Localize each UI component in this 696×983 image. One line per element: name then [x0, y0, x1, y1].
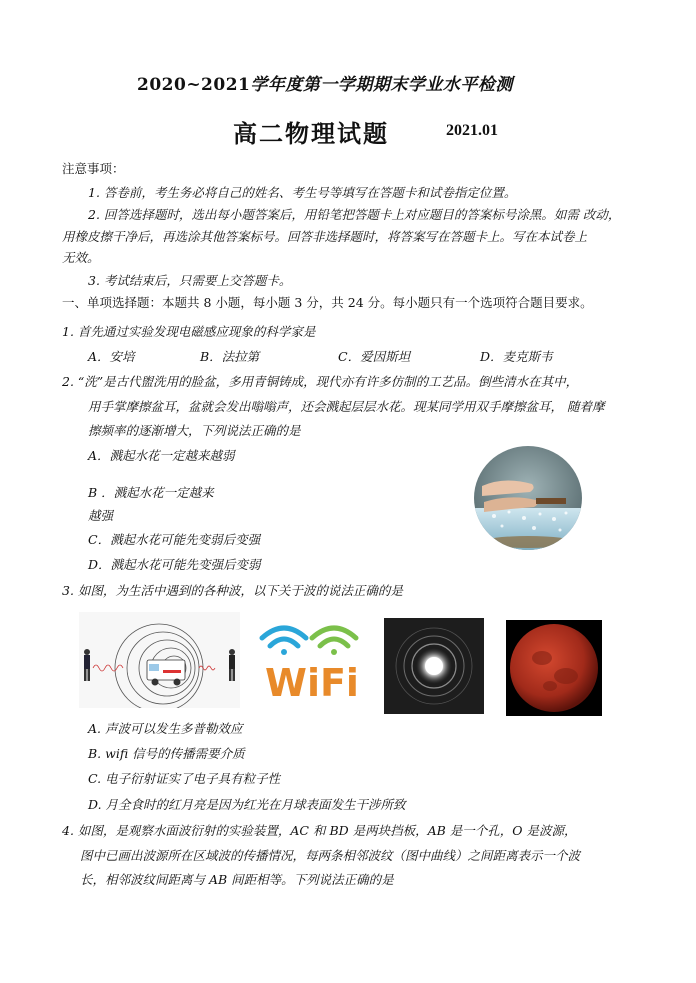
- title-year: 2020~2021: [137, 75, 251, 95]
- q1-option-b: B．法拉第: [200, 349, 260, 364]
- q1-stem: 1. 首先通过实验发现电磁感应现象的科学家是: [62, 324, 316, 339]
- q3-option-a: A. 声波可以发生多普勒效应: [88, 721, 243, 736]
- section-heading: 一、单项选择题：本题共 8 小题，每小题 3 分，共 24 分。每小题只有一个选项符合题目要求。: [62, 295, 593, 310]
- note-1: 1. 答卷前，考生务必将自己的姓名、考生号等填写在答题卡和试卷指定位置。: [88, 185, 517, 200]
- note-2a: 2. 回答选择题时，选出每小题答案后，用铅笔把答题卡上对应题目的答案标号涂黑。如需 改动，: [88, 207, 621, 222]
- doppler-image: [79, 612, 240, 708]
- q2-option-c: C．溅起水花可能先变弱后变强: [88, 532, 261, 547]
- note-2b: 用橡皮擦干净后，再选涂其他答案标号。回答非选择题时，将答案写在答题卡上。写在本试卷上: [62, 229, 588, 244]
- q2-option-b-2: 越强: [88, 508, 114, 523]
- basin-photo-svg: [474, 446, 582, 550]
- subject-title: 高二物理试题: [233, 119, 389, 148]
- q2-line-2: 用手掌摩擦盆耳，盆就会发出嗡嗡声，还会溅起层层水花。现某同学用双手摩擦盆耳， 随着摩: [88, 399, 605, 414]
- doppler-image-svg: [79, 612, 240, 708]
- note-2c: 无效。: [62, 250, 100, 265]
- q1-option-c: C．爱因斯坦: [338, 349, 411, 364]
- electron-diffraction-image: [384, 618, 484, 714]
- exam-title: [137, 70, 513, 95]
- red-moon-image: [506, 620, 602, 716]
- q1-option-a: A．安培: [88, 349, 135, 364]
- q2-option-d: D．溅起水花可能先变强后变弱: [88, 557, 261, 572]
- q4-line-1: 4. 如图，是观察水面波衍射的实验装置，AC 和 BD 是两块挡板，AB 是一个孔，O 是波源，: [62, 823, 577, 838]
- q2-line-3: 擦频率的逐渐增大，下列说法正确的是: [88, 423, 301, 438]
- q2-option-b-1: B ．溅起水花一定越来: [88, 485, 214, 500]
- q3-stem: 3. 如图，为生活中遇到的各种波，以下关于波的说法正确的是: [62, 583, 403, 598]
- q2-line-1: 2. “洗”是古代盥洗用的脸盆，多用青铜铸成，现代亦有许多仿制的工艺品。倒些清水在其中，: [62, 374, 579, 389]
- title-text: 学年度第一学期期末学业水平检测: [250, 75, 513, 95]
- red-moon-svg: [506, 620, 602, 716]
- q3-option-b: B. wifi 信号的传播需要介质: [88, 746, 245, 761]
- basin-photo: [474, 446, 582, 550]
- q4-line-2: 图中已画出波源所在区域波的传播情况，每两条相邻波纹（图中曲线）之间距离表示一个波: [80, 848, 581, 863]
- wifi-logo: [256, 616, 368, 702]
- note-3: 3. 考试结束后，只需要上交答题卡。: [88, 273, 292, 288]
- wifi-logo-text: WiFi: [265, 661, 359, 702]
- q1-option-d: D．麦克斯韦: [480, 349, 553, 364]
- q2-option-a: A．溅起水花一定越来越弱: [88, 448, 235, 463]
- q4-line-3: 长，相邻波纹间距离与 AB 间距相等。下列说法正确的是: [80, 872, 394, 887]
- q3-option-d: D. 月全食时的红月亮是因为红光在月球表面发生干涉所致: [88, 797, 406, 812]
- notes-heading: 注意事项：: [62, 161, 125, 176]
- q3-option-c: C. 电子衍射证实了电子具有粒子性: [88, 771, 281, 786]
- wifi-logo-svg: [256, 616, 368, 702]
- exam-date: 2021.01: [446, 122, 498, 139]
- electron-diffraction-svg: [384, 618, 484, 714]
